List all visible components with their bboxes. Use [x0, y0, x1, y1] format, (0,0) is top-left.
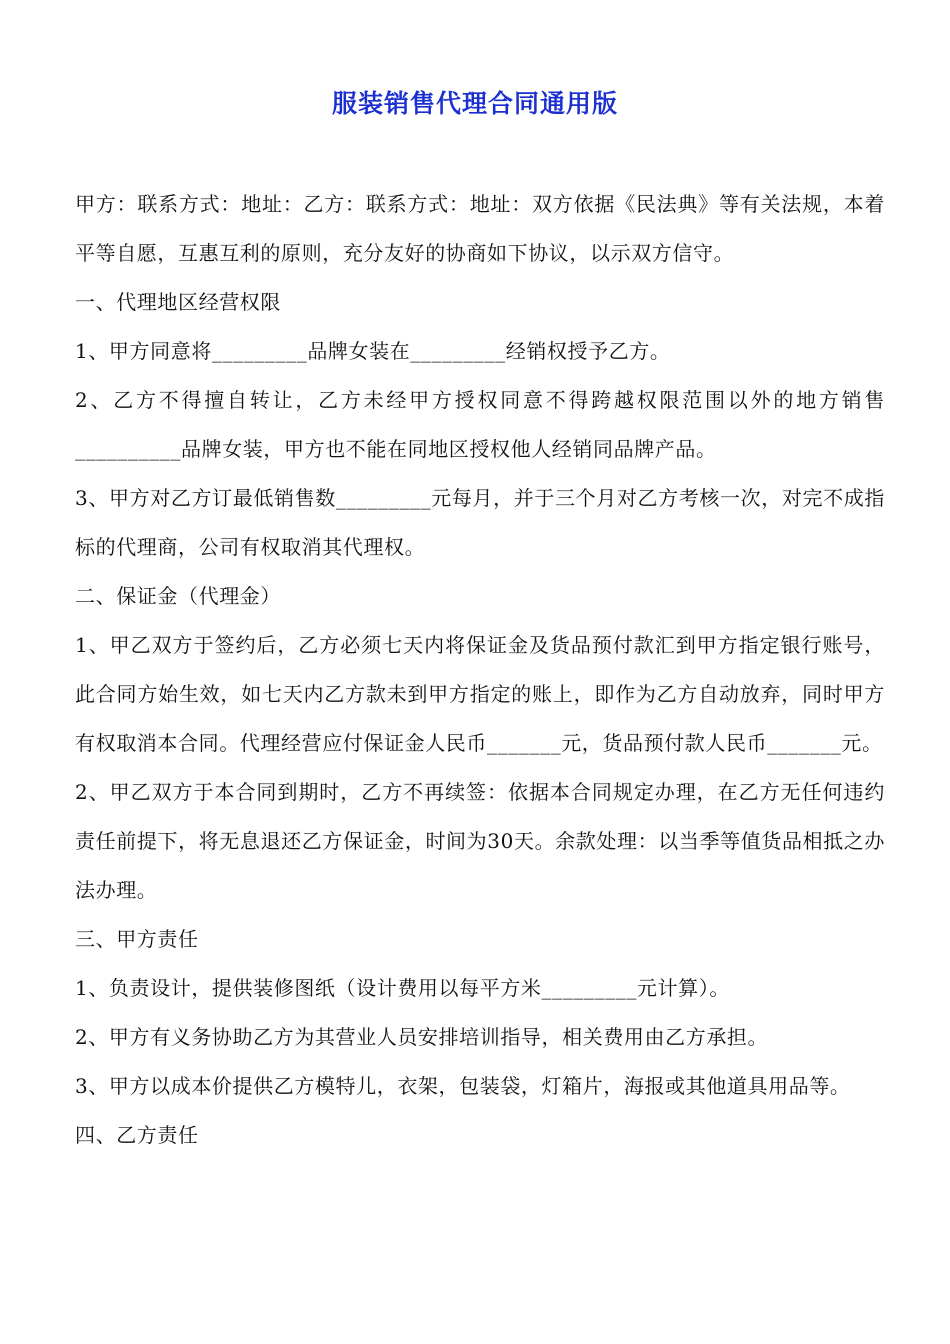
clause-3-1: 1、负责设计，提供装修图纸（设计费用以每平方米_________元计算）。: [75, 976, 730, 1000]
clause-1-3: 3、甲方对乙方订最低销售数_________元每月，并于三个月对乙方考核一次，对完不成指标的代理商，公司有权取消其代理权。: [75, 486, 885, 559]
section-heading-3: 三、甲方责任: [75, 927, 199, 951]
clause-3-3: 3、甲方以成本价提供乙方模特儿，衣架，包装袋，灯箱片，海报或其他道具用品等。: [75, 1074, 851, 1098]
clause-2-1: 1、甲乙双方于签约后，乙方必须七天内将保证金及货品预付款汇到甲方指定银行账号，此合同方始生效，如七天内乙方款未到甲方指定的账上，即作为乙方自动放弃，同时甲方有权取消本合同。代理经营应付保证金人民币_______元，货品预付款人民币_______元。: [75, 633, 885, 755]
section-heading-1: 一、代理地区经营权限: [75, 290, 281, 314]
clause-2-2: 2、甲乙双方于本合同到期时，乙方不再续签：依据本合同规定办理，在乙方无任何违约责任前提下，将无息退还乙方保证金，时间为30天。余款处理：以当季等值货品相抵之办法办理。: [75, 780, 885, 902]
document-body: [75, 180, 885, 1160]
clause-1-1: 1、甲方同意将_________品牌女装在_________经销权授予乙方。: [75, 339, 671, 363]
document-title: 服装销售代理合同通用版: [331, 89, 618, 118]
section-heading-4: 四、乙方责任: [75, 1123, 199, 1147]
clause-1-2: 2、乙方不得擅自转让，乙方未经甲方授权同意不得跨越权限范围以外的地方销售__________品牌女装，甲方也不能在同地区授权他人经销同品牌产品。: [75, 388, 885, 461]
section-heading-2: 二、保证金（代理金）: [75, 584, 281, 608]
preamble-paragraph: 甲方：联系方式：地址：乙方：联系方式：地址：双方依据《民法典》等有关法规，本着平等自愿，互惠互利的原则，充分友好的协商如下协议，以示双方信守。: [75, 192, 885, 265]
clause-3-2: 2、甲方有义务协助乙方为其营业人员安排培训指导，相关费用由乙方承担。: [75, 1025, 769, 1049]
